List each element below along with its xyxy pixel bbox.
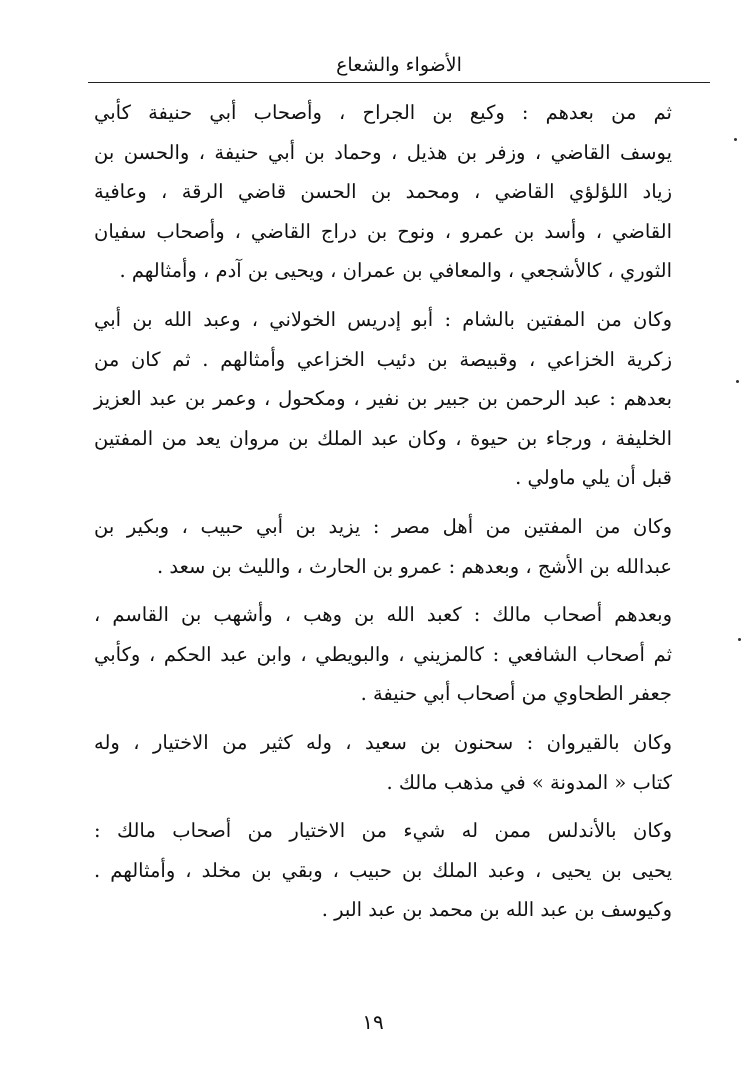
paragraph [94,811,704,930]
text-line: وبعدهم أصحاب مالك : كعبد الله بن وهب ، وأشهب بن القاسم ، [94,603,672,627]
page-body [94,93,704,939]
running-header: الأضواء والشعاع [336,54,462,76]
paragraph [94,300,704,498]
text-line: وكان من المفتين من أهل مصر : يزيد بن أبي حبيب ، وبكير بن [94,514,672,538]
text-line: ثم من بعدهم : وكيع بن الجراح ، وأصحاب أبي حنيفة كأبي [94,101,672,124]
text-line: وكيوسف بن عبد الله بن محمد بن عبد البر . [321,898,672,922]
text-line: كتاب « المدونة » في مذهب مالك . [386,770,672,794]
scan-speck [738,638,741,641]
paragraph [94,723,704,802]
text-line: ثم أصحاب الشافعي : كالمزيني ، والبويطي ، وابن عبد الحكم ، وكأبي [94,642,672,666]
page-number: ١٩ [362,1010,384,1034]
text-line: وكان من المفتين بالشام : أبو إدريس الخولاني ، وعبد الله بن أبي [94,307,672,331]
paragraph [94,93,704,291]
text-line: زكرية الخزاعي ، وقبيصة بن دئيب الخزاعي وأمثالهم . ثم كان من [94,347,672,371]
text-line: يحيى بن يحيى ، وعبد الملك بن حبيب ، وبقي بن مخلد ، وأمثالهم . [94,858,672,882]
text-line: بعدهم : عبد الرحمن بن جبير بن نفير ، ومكحول ، وعمر بن عبد العزيز [94,387,672,411]
paragraph [94,507,704,586]
text-line: القاضي ، وأسد بن عمرو ، ونوح بن دراج القاضي ، وأصحاب سفيان [94,219,672,243]
text-line: وكان بالقيروان : سحنون بن سعيد ، وله كثير من الاختيار ، وله [94,730,672,754]
header-rule [88,82,710,83]
scan-speck [736,380,739,383]
text-line: عبدالله بن الأشج ، وبعدهم : عمرو بن الحارث ، والليث بن سعد . [157,554,672,578]
text-line: وكان بالأندلس ممن له شيء من الاختيار من أصحاب مالك : [94,819,672,843]
text-line: قبل أن يلي ماولي . [515,466,672,490]
text-line: الثوري ، كالأشجعي ، والمعافي بن عمران ، ويحيى بن آدم ، وأمثالهم . [119,259,672,283]
scan-speck [734,138,737,141]
paragraph [94,595,704,714]
text-line: يوسف القاضي ، وزفر بن هذيل ، وحماد بن أبي حنيفة ، والحسن بن [94,140,672,164]
text-line: جعفر الطحاوي من أصحاب أبي حنيفة . [360,682,672,706]
text-line: زياد اللؤلؤي القاضي ، ومحمد بن الحسن قاضي الرقة ، وعافية [94,180,672,204]
text-line: الخليفة ، ورجاء بن حيوة ، وكان عبد الملك بن مروان يعد من المفتين [94,426,673,450]
